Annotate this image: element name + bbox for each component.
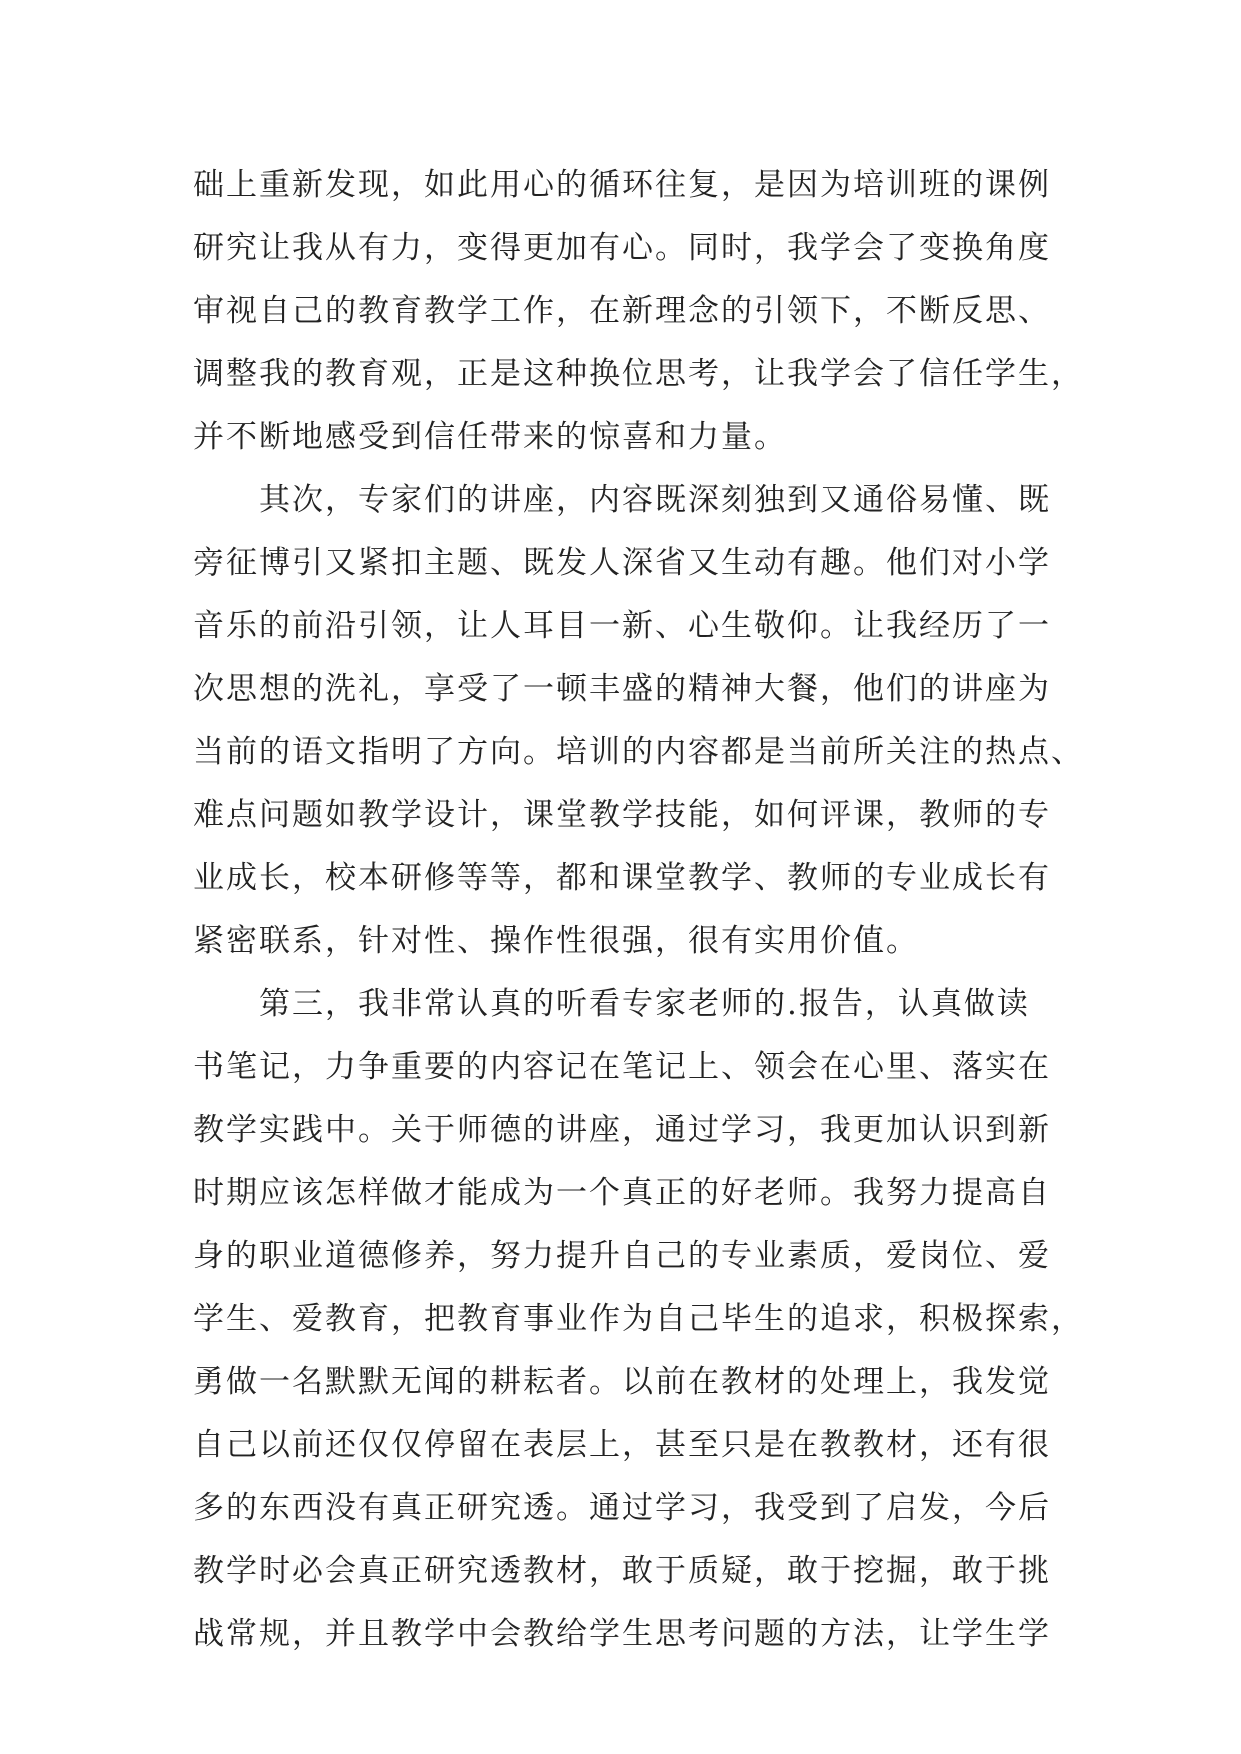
text-line: 时期应该怎样做才能成为一个真正的好老师。我努力提高自 xyxy=(193,1175,1051,1211)
text-line: 审视自己的教育教学工作，在新理念的引领下，不断反思、 xyxy=(193,293,1051,329)
text-line: 教学时必会真正研究透教材，敢于质疑，敢于挖掘，敢于挑 xyxy=(193,1553,1051,1589)
text-line: 次思想的洗礼，享受了一顿丰盛的精神大餐，他们的讲座为 xyxy=(193,671,1051,707)
text-line: 书笔记，力争重要的内容记在笔记上、领会在心里、落实在 xyxy=(193,1049,1051,1085)
text-line: 难点问题如教学设计，课堂教学技能，如何评课，教师的专 xyxy=(193,797,1051,833)
text-line: 并不断地感受到信任带来的惊喜和力量。 xyxy=(193,419,787,455)
text-line: 调整我的教育观，正是这种换位思考，让我学会了信任学生， xyxy=(193,356,1084,392)
text-line: 学生、爱教育，把教育事业作为自己毕生的追求，积极探索， xyxy=(193,1301,1084,1337)
text-line: 教学实践中。关于师德的讲座，通过学习，我更加认识到新 xyxy=(193,1112,1051,1148)
text-line: 第三，我非常认真的听看专家老师的.报告，认真做读 xyxy=(193,986,1030,1022)
text-line: 身的职业道德修养，努力提升自己的专业素质，爱岗位、爱 xyxy=(193,1238,1051,1274)
text-line: 旁征博引又紧扣主题、既发人深省又生动有趣。他们对小学 xyxy=(193,545,1051,581)
text-line: 战常规，并且教学中会教给学生思考问题的方法，让学生学 xyxy=(193,1616,1051,1652)
text-line: 研究让我从有力，变得更加有心。同时，我学会了变换角度 xyxy=(193,230,1051,266)
text-line: 础上重新发现，如此用心的循环往复，是因为培训班的课例 xyxy=(193,167,1051,203)
text-line: 当前的语文指明了方向。培训的内容都是当前所关注的热点、 xyxy=(193,734,1084,770)
text-line: 业成长，校本研修等等，都和课堂教学、教师的专业成长有 xyxy=(193,860,1051,896)
text-line: 音乐的前沿引领，让人耳目一新、心生敬仰。让我经历了一 xyxy=(193,608,1051,644)
text-line: 紧密联系，针对性、操作性很强，很有实用价值。 xyxy=(193,923,919,959)
text-line: 其次，专家们的讲座，内容既深刻独到又通俗易懂、既 xyxy=(193,482,1051,518)
text-line: 多的东西没有真正研究透。通过学习，我受到了启发，今后 xyxy=(193,1490,1051,1526)
text-line: 勇做一名默默无闻的耕耘者。以前在教材的处理上，我发觉 xyxy=(193,1364,1051,1400)
text-line: 自己以前还仅仅停留在表层上，甚至只是在教教材，还有很 xyxy=(193,1427,1051,1463)
document-body xyxy=(193,154,1084,1666)
